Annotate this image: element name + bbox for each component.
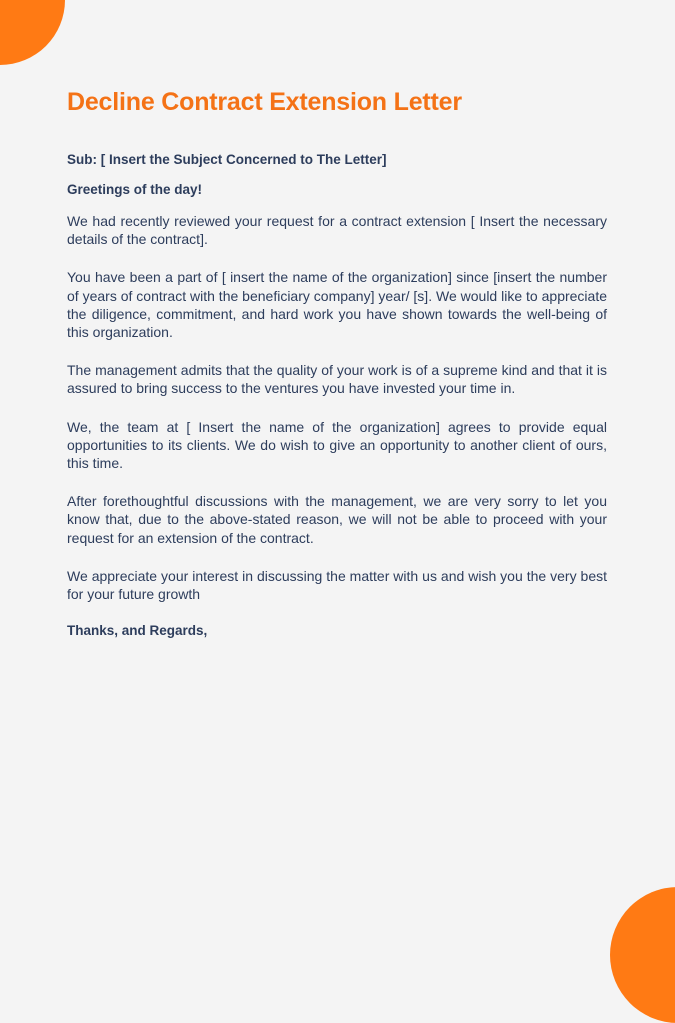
- letter-title: Decline Contract Extension Letter: [67, 88, 462, 116]
- letter-subject: Sub: [ Insert the Subject Concerned to The Letter]: [67, 152, 387, 167]
- letter-closing: Thanks, and Regards,: [67, 623, 208, 639]
- letter-paragraph: We had recently reviewed your request for a contract extension [ Insert the necessary details of the contract].: [67, 213, 607, 248]
- corner-decoration-bottom-right: [610, 887, 675, 1023]
- letter-paragraph: After forethoughtful discussions with the management, we are very sorry to let you know that, due to the above-stated reason, we will not be able to proceed with your request for an extension of the contract.: [67, 493, 607, 546]
- corner-decoration-top-left: [0, 0, 65, 65]
- letter-body: [67, 151, 607, 640]
- letter-paragraph: We appreciate your interest in discussing the matter with us and wish you the very best for your future growth: [67, 567, 607, 603]
- letter-paragraph: The management admits that the quality of your work is of a supreme kind and that it is assured to bring success to the ventures you have invested your time in.: [67, 362, 607, 397]
- letter-paragraph: We, the team at [ Insert the name of the organization] agrees to provide equal opportunities to its clients. We do wish to give an opportunity to another client of ours, this time.: [67, 418, 607, 472]
- letter-greeting: Greetings of the day!: [67, 182, 203, 197]
- letter-paragraph: You have been a part of [ insert the name of the organization] since [insert the number of years of contract with the beneficiary company] year/ [s]. We would like to appreciate the diligence, commitment, and hard work you have shown towards the well-being of this organization.: [67, 269, 607, 341]
